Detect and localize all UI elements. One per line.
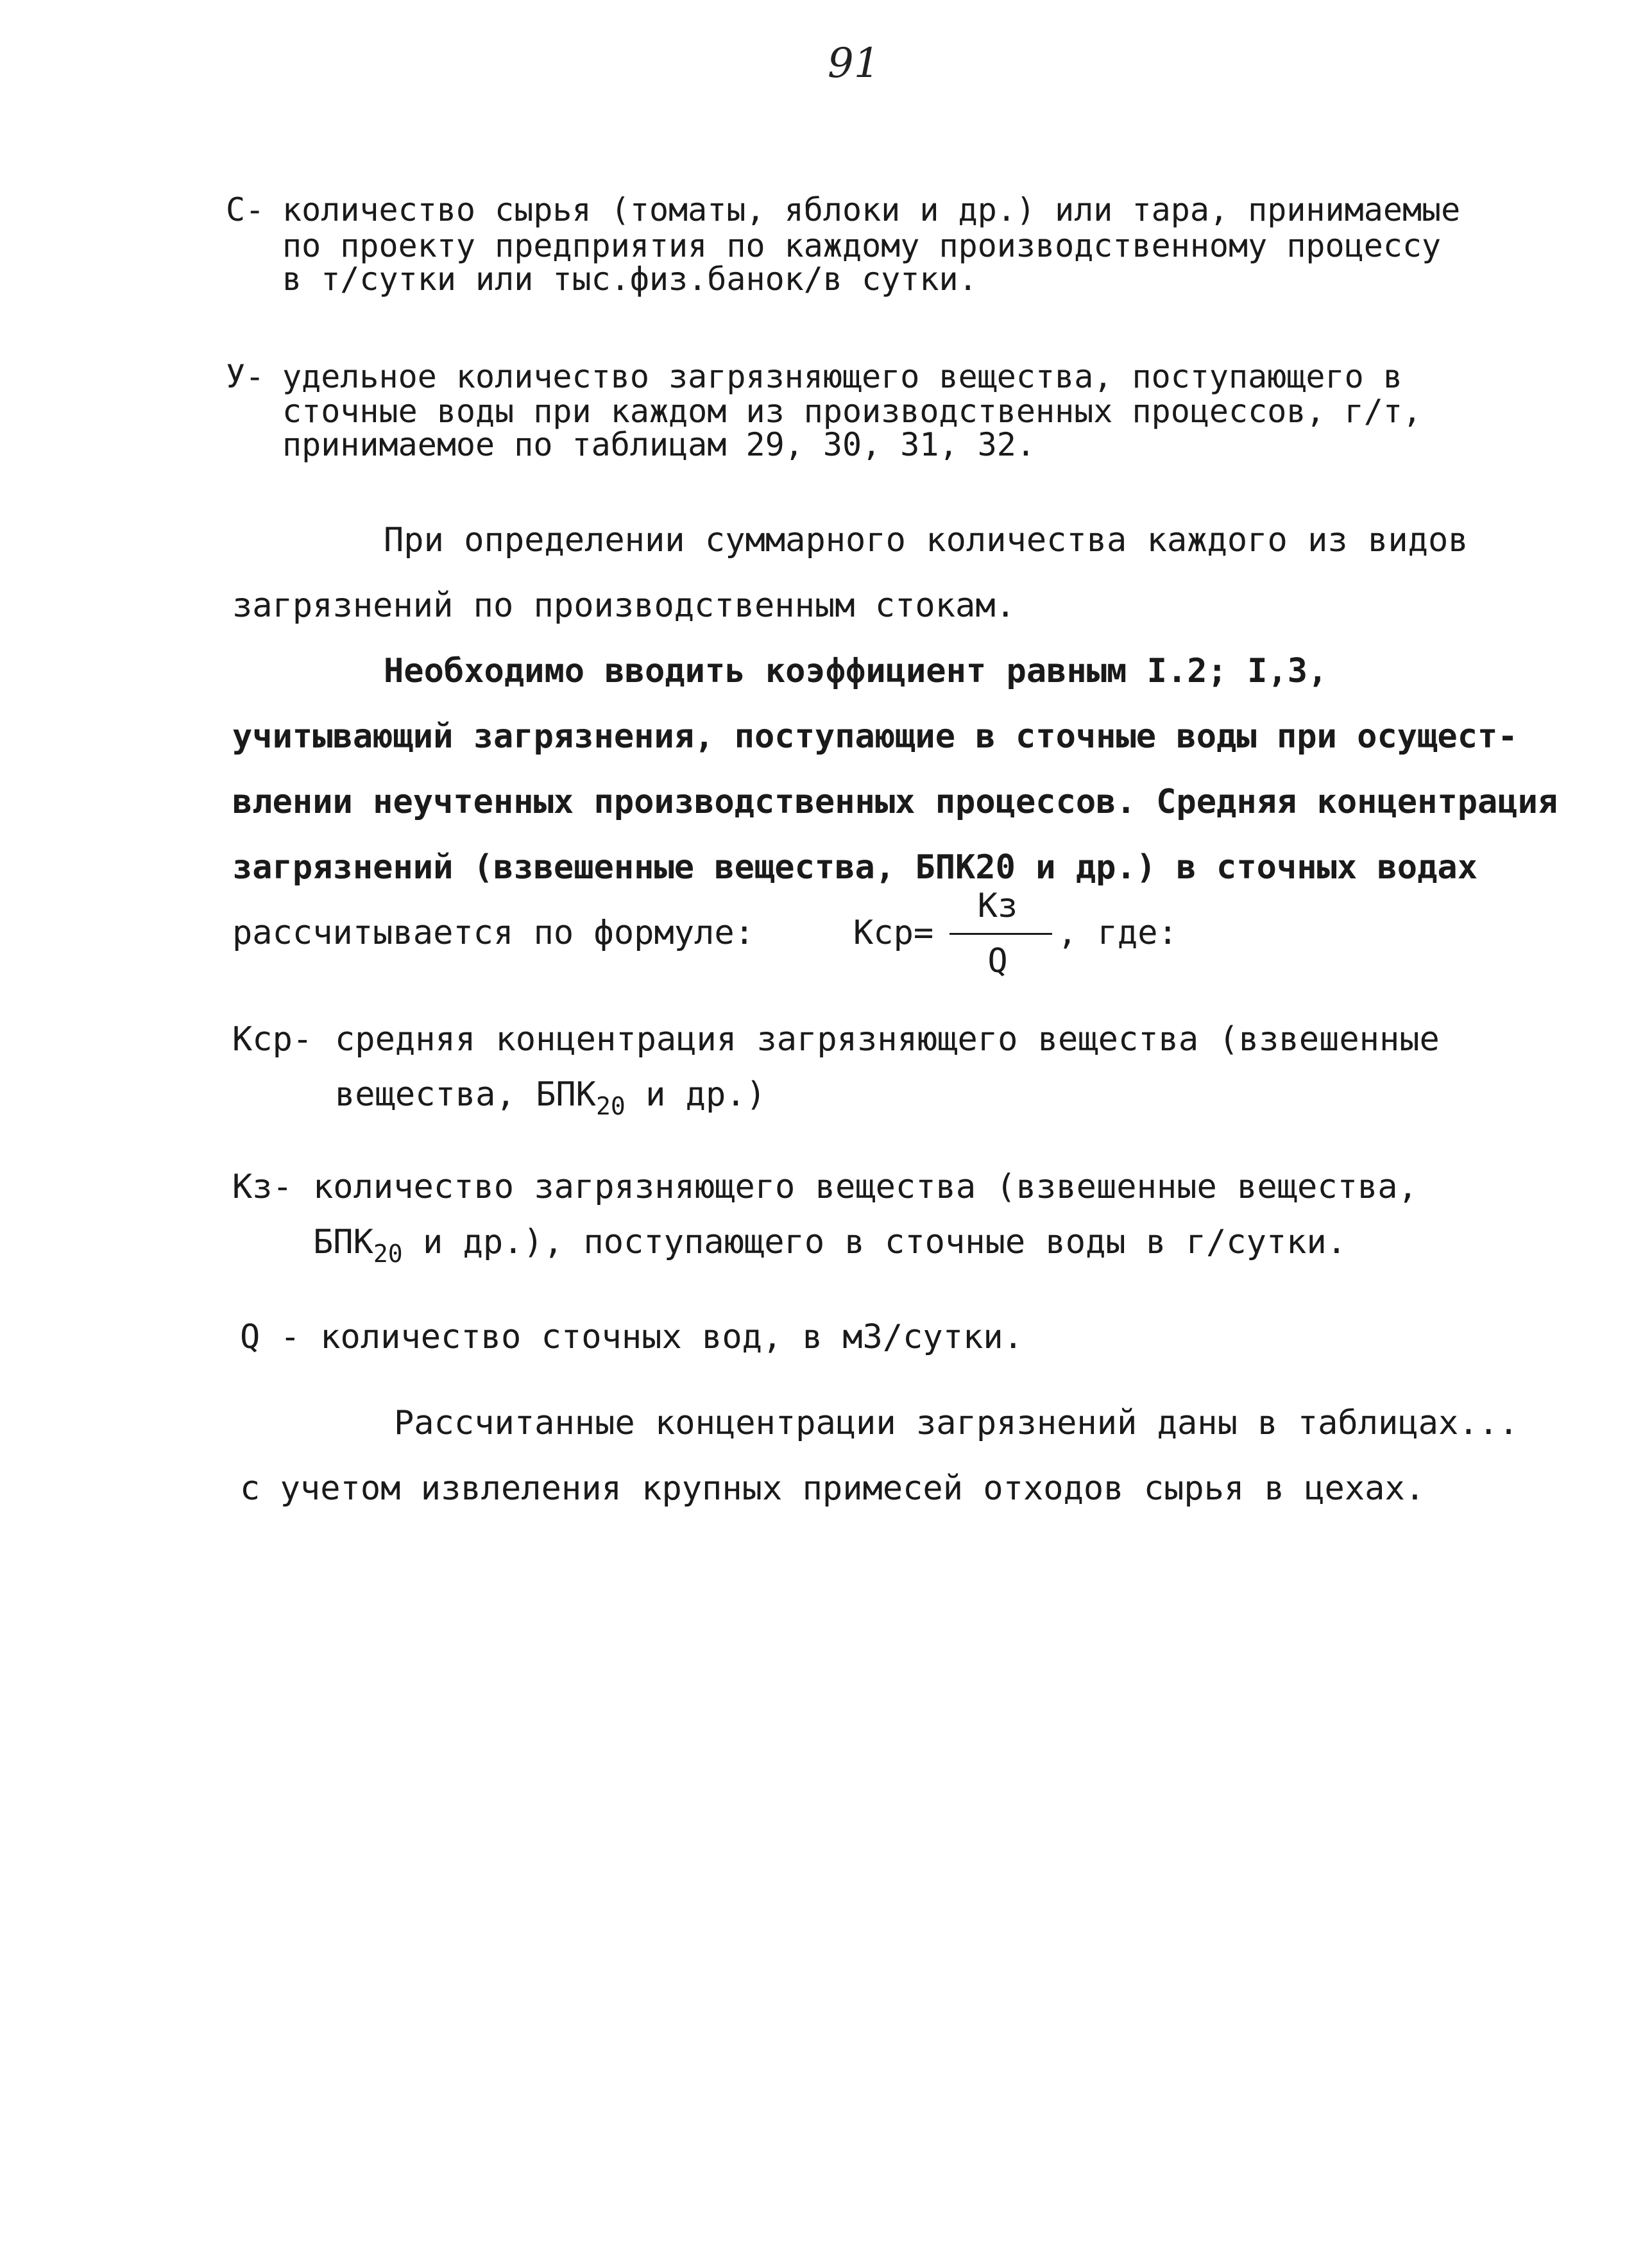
paragraph-line: При определении суммарного количества каждого из видов: [384, 521, 1469, 559]
paragraph-line: с учетом извлеления крупных примесей отходов сырья в цехах.: [240, 1469, 1426, 1508]
paragraph-line: рассчитывается по формуле:: [232, 914, 754, 952]
definition-line-suffix: и др.): [625, 1075, 766, 1114]
paragraph-line: загрязнений (взвешенные вещества, БПК20 и др.) в сточных водах: [232, 848, 1478, 887]
definition-line-prefix: БПК: [313, 1223, 373, 1261]
paragraph-line: влении неучтенных производственных процессов. Средняя концентрация: [232, 783, 1558, 821]
definition-line: сточные воды при каждом из производственных процессов, г/т,: [282, 393, 1422, 430]
definition-line: количество сырья (томаты, яблоки и др.) или тара, принимаемые: [282, 191, 1461, 228]
paragraph-line: Рассчитанные концентрации загрязнений даны в таблицах...: [394, 1404, 1519, 1442]
definition-term: С-: [226, 191, 265, 228]
page-number: 91: [828, 40, 880, 87]
definition-term: Кз-: [232, 1168, 293, 1206]
definition-q: Q - количество сточных вод, в м3/сутки.: [240, 1318, 1023, 1356]
definition-line: удельное количество загрязняющего вещества, поступающего в: [282, 358, 1402, 395]
formula: [853, 887, 1213, 1001]
subscript: 20: [596, 1092, 626, 1120]
definition-line: принимаемое по таблицам 29, 30, 31, 32.: [282, 426, 1035, 463]
definition-line: [313, 1223, 1347, 1273]
definition-line-prefix: вещества, БПК: [335, 1075, 596, 1114]
formula-numerator: Кз: [977, 887, 1018, 925]
paragraph-line: Необходимо вводить коэффициент равным I.2; I,3,: [384, 652, 1328, 690]
definition-line: в т/сутки или тыс.физ.банок/в сутки.: [282, 260, 978, 298]
definition-line: по проекту предприятия по каждому производственному процессу: [282, 227, 1442, 264]
paragraph-line: загрязнений по производственным стокам.: [232, 586, 1016, 625]
definition-term: У-: [226, 358, 265, 395]
paragraph-line: учитывающий загрязнения, поступающие в сточные воды при осущест-: [232, 717, 1518, 756]
formula-denominator: Q: [987, 942, 1008, 980]
definition-line: [335, 1075, 766, 1125]
fraction-bar: [949, 933, 1052, 935]
definition-line-suffix: и др.), поступающего в сточные воды в г/сутки.: [402, 1223, 1347, 1261]
subscript: 20: [373, 1240, 403, 1268]
definition-line: количество загрязняющего вещества (взвешенные вещества,: [313, 1168, 1418, 1206]
definition-term: Кср-: [232, 1020, 313, 1059]
formula-tail: , где:: [1057, 914, 1178, 952]
definition-line: средняя концентрация загрязняющего вещества (взвешенные: [335, 1020, 1440, 1059]
formula-lhs: Кср=: [853, 914, 934, 952]
